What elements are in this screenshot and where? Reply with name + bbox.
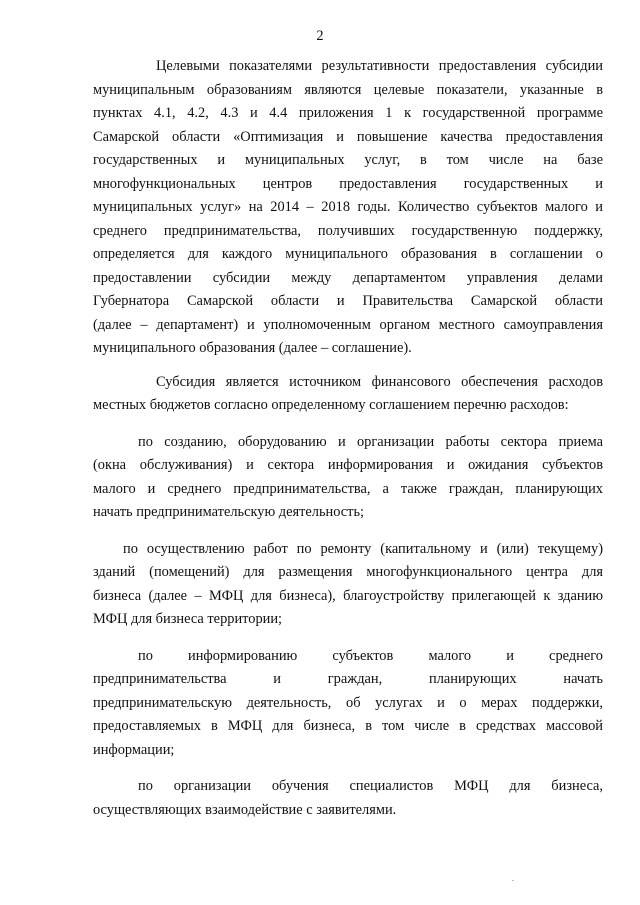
text-line: Целевыми показателями результативности предоставления субсидии <box>156 58 603 74</box>
text-line: Самарской области «Оптимизация и повышение качества предоставления <box>93 128 603 145</box>
text-line: среднего предпринимательства, получивших государственную поддержку, <box>93 222 603 239</box>
text-line: предоставлении субсидии между департаментом управления делами <box>93 269 603 286</box>
text-line: предпринимательства и граждан, планирующих начать <box>93 671 603 687</box>
paragraph-item-training <box>93 775 603 822</box>
text-line: муниципального образования (далее – соглашение). <box>93 340 412 356</box>
text-line: по информированию субъектов малого и среднего <box>138 647 603 664</box>
text-line: по созданию, оборудованию и организации работы сектора приема <box>138 433 603 450</box>
scan-speck <box>512 880 514 881</box>
text-line: Губернатора Самарской области и Правительства Самарской области <box>93 293 603 309</box>
text-line: определяется для каждого муниципального образования в соглашении о <box>93 246 603 262</box>
text-line: местных бюджетов согласно определенному соглашением перечню расходов: <box>93 397 569 413</box>
text-line: осуществляющих взаимодействие с заявителями. <box>93 801 397 818</box>
text-line: зданий (помещений) для размещения многофункционального центра для <box>93 564 603 580</box>
text-line: пунктах 4.1, 4.2, 4.3 и 4.4 приложения 1 к государственной программе <box>93 105 603 121</box>
text-line: начать предпринимательскую деятельность; <box>93 504 365 520</box>
paragraph-subsidy-source <box>93 371 603 418</box>
document-body <box>93 55 603 822</box>
text-line: по осуществлению работ по ремонту (капитальному и (или) текущему) <box>123 540 603 557</box>
text-line: многофункциональных центров предоставления государственных и <box>93 175 603 192</box>
paragraph-item-reception-sector <box>93 431 603 525</box>
text-line: предоставляемых в МФЦ для бизнеса, в том числе в средствах массовой <box>93 718 603 734</box>
text-line: МФЦ для бизнеса территории; <box>93 611 283 627</box>
text-line: информации; <box>93 741 175 758</box>
paragraph-item-repair-works <box>93 538 603 632</box>
text-line: Субсидия является источником финансового обеспечения расходов <box>156 373 603 390</box>
text-line: (далее – департамент) и уполномоченным органом местного самоуправления <box>93 316 603 333</box>
text-line: малого и среднего предпринимательства, а также граждан, планирующих <box>93 480 603 497</box>
paragraph-target-indicators <box>93 55 603 361</box>
text-line: государственных и муниципальных услуг, в том числе на базе <box>93 152 603 168</box>
text-line: бизнеса (далее – МФЦ для бизнеса), благоустройству прилегающей к зданию <box>93 587 603 604</box>
text-line: по организации обучения специалистов МФЦ для бизнеса, <box>138 778 603 794</box>
text-line: муниципальным образованиям являются целевые показатели, указанные в <box>93 81 603 98</box>
text-line: предпринимательскую деятельность, об услугах и о мерах поддержки, <box>93 694 603 711</box>
text-line: (окна обслуживания) и сектора информирования и ожидания субъектов <box>93 457 603 473</box>
page-number: 2 <box>316 28 324 44</box>
paragraph-item-informing <box>93 645 603 763</box>
text-line: муниципальных услуг» на 2014 – 2018 годы. Количество субъектов малого и <box>93 199 603 215</box>
